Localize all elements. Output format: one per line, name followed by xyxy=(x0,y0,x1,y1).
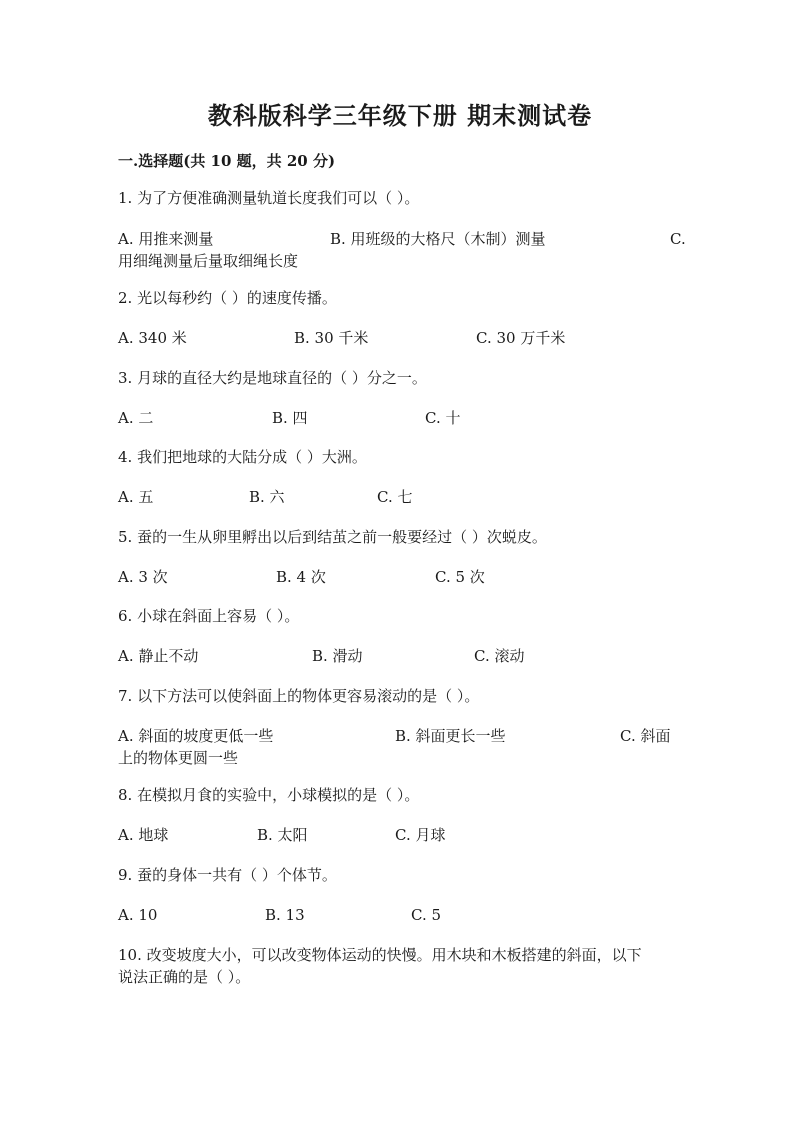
option-c: C. 5 xyxy=(411,906,442,924)
option-c: C. 七 xyxy=(377,488,413,506)
section-heading: 一.选择题(共 10 题，共 20 分) xyxy=(118,152,336,170)
option-a: A. 静止不动 xyxy=(118,647,199,665)
option-b: B. 太阳 xyxy=(257,826,308,844)
option-b: B. 13 xyxy=(265,906,305,924)
option-a: A. 地球 xyxy=(118,826,169,844)
question-4: 4. 我们把地球的大陆分成（ ）大洲。 xyxy=(118,448,367,466)
question-6: 6. 小球在斜面上容易（ ）。 xyxy=(118,607,300,625)
option-c: C. xyxy=(670,230,686,248)
question-10-line-2: 说法正确的是（ ）。 xyxy=(118,968,251,986)
option-b: B. 30 千米 xyxy=(294,329,369,347)
question-1: 1. 为了方便准确测量轨道长度我们可以（ ）。 xyxy=(118,189,420,207)
question-9: 9. 蚕的身体一共有（ ）个体节。 xyxy=(118,866,337,884)
question-3: 3. 月球的直径大约是地球直径的（ ）分之一。 xyxy=(118,369,427,387)
option-a: A. 五 xyxy=(118,488,154,506)
question-5: 5. 蚕的一生从卵里孵出以后到结茧之前一般要经过（ ）次蜕皮。 xyxy=(118,528,547,546)
option-b: B. 用班级的大格尺（木制）测量 xyxy=(330,230,546,248)
option-c: C. 滚动 xyxy=(474,647,525,665)
question-2: 2. 光以每秒约（ ）的速度传播。 xyxy=(118,289,337,307)
question-10-line-1: 10. 改变坡度大小，可以改变物体运动的快慢。用木块和木板搭建的斜面，以下 xyxy=(118,946,642,964)
option-a: A. 3 次 xyxy=(118,568,168,586)
option-a: A. 用推来测量 xyxy=(118,230,214,248)
page-title: 教科版科学三年级下册 期末测试卷 xyxy=(207,101,593,130)
question-7: 7. 以下方法可以使斜面上的物体更容易滚动的是（ ）。 xyxy=(118,687,480,705)
question-10 xyxy=(118,944,688,988)
option-b: B. 滑动 xyxy=(312,647,363,665)
option-c-wrap: 上的物体更圆一些 xyxy=(118,749,239,767)
option-c: C. 斜面 xyxy=(620,727,671,745)
option-c: C. 5 次 xyxy=(435,568,485,586)
option-a: A. 10 xyxy=(118,906,158,924)
option-c: C. 30 万千米 xyxy=(476,329,566,347)
option-c-wrap: 用细绳测量后量取细绳长度 xyxy=(118,252,299,270)
option-b: B. 斜面更长一些 xyxy=(395,727,506,745)
option-a: A. 二 xyxy=(118,409,154,427)
option-c: C. 月球 xyxy=(395,826,446,844)
question-8: 8. 在模拟月食的实验中，小球模拟的是（ ）。 xyxy=(118,786,420,804)
option-a: A. 340 米 xyxy=(118,329,187,347)
option-b: B. 四 xyxy=(272,409,308,427)
option-a: A. 斜面的坡度更低一些 xyxy=(118,727,274,745)
option-c: C. 十 xyxy=(425,409,461,427)
option-b: B. 六 xyxy=(249,488,285,506)
option-b: B. 4 次 xyxy=(276,568,326,586)
